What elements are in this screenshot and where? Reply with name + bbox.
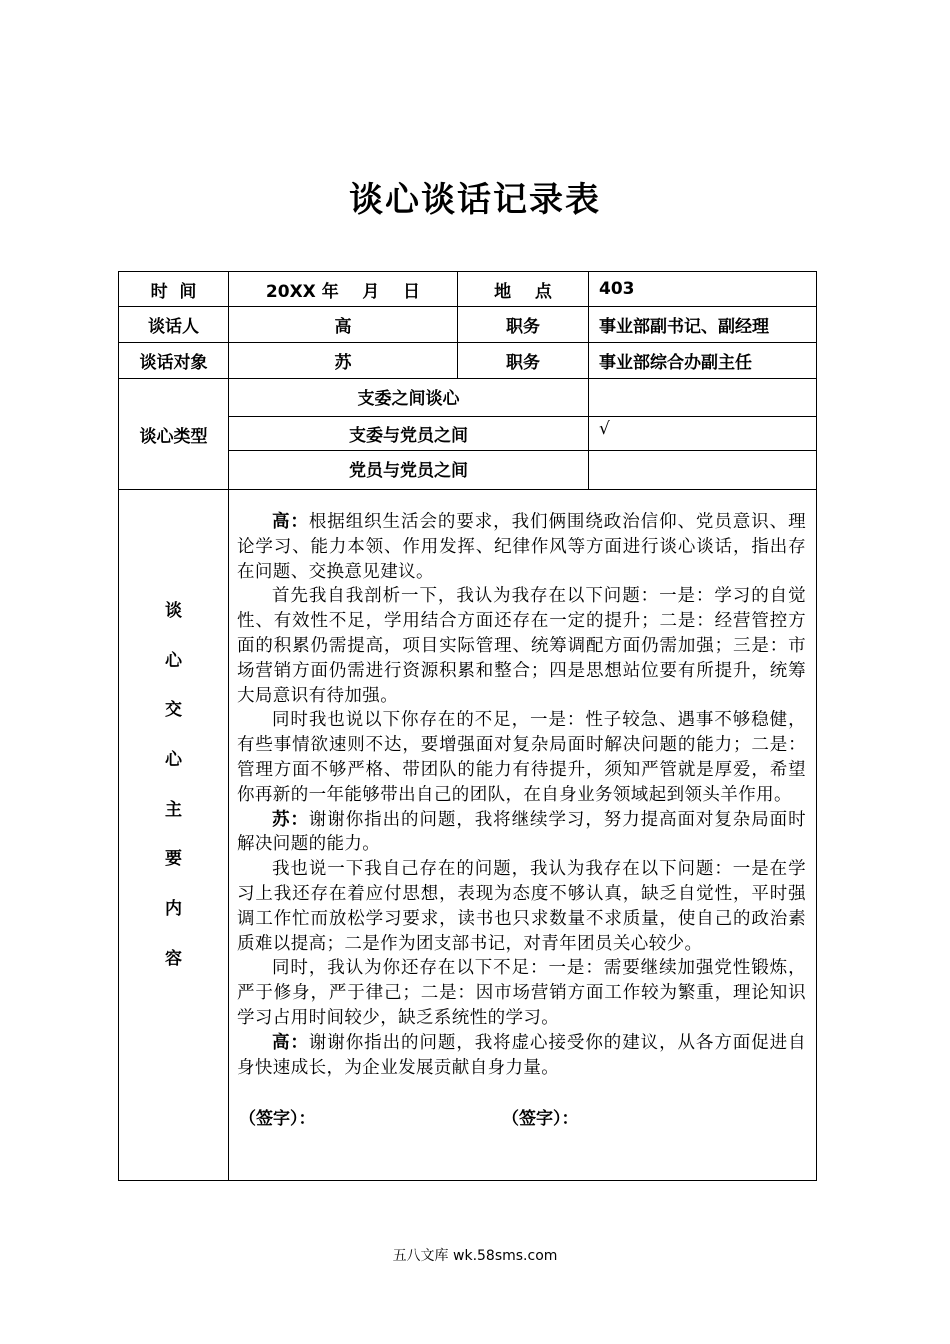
signature-left: （签字）： <box>239 1109 316 1130</box>
type-label: 谈心类型 <box>119 379 229 490</box>
type-mark-1 <box>589 379 817 417</box>
speaker-tag: 高： <box>272 512 309 532</box>
time-label: 时 间 <box>119 272 229 307</box>
target-post-label: 职务 <box>458 343 589 379</box>
content-paragraph <box>237 510 806 584</box>
speaker-post-label: 职务 <box>458 307 589 343</box>
content-label-char: 心 <box>165 650 182 671</box>
signature-right: （签字）： <box>502 1109 579 1130</box>
content-label-char: 心 <box>165 750 182 771</box>
paragraph-text: 谢谢你指出的问题，我将虚心接受你的建议，从各方面促进自身快速成长，为企业发展贡献自身力量。 <box>237 1032 806 1078</box>
signature-line <box>237 1104 806 1132</box>
speaker-label: 谈话人 <box>119 307 229 343</box>
target-label: 谈话对象 <box>119 343 229 379</box>
row-speaker <box>119 307 817 343</box>
type-mark-3 <box>589 451 817 490</box>
paragraph-text: 根据组织生活会的要求，我们俩围绕政治信仰、党员意识、理论学习、能力本领、作用发挥、纪律作风等方面进行谈心谈话，指出存在问题、交换意见建议。 <box>237 512 806 582</box>
type-option-1: 支委之间谈心 <box>229 379 589 417</box>
type-mark-2: √ <box>589 417 817 451</box>
speaker-post-value: 事业部副书记、副经理 <box>589 307 817 343</box>
content-label-char: 容 <box>165 948 182 969</box>
content-paragraph <box>237 1031 806 1081</box>
row-time-place <box>119 272 817 307</box>
type-option-2: 支委与党员之间 <box>229 417 589 451</box>
content-label-char: 谈 <box>165 601 182 621</box>
content-paragraph <box>237 956 806 1030</box>
type-row-1 <box>119 379 817 417</box>
content-row <box>119 490 817 1181</box>
page-title: 谈心谈话记录表 <box>349 180 601 220</box>
place-value: 403 <box>589 272 817 307</box>
speaker-value: 高 <box>229 307 458 343</box>
speaker-tag: 高： <box>272 1032 309 1053</box>
content-label-char: 内 <box>165 899 182 920</box>
content-label-char: 主 <box>165 799 182 820</box>
paragraph-text: 同时，我认为你还存在以下不足：一是：需要继续加强党性锻炼，严于修身，严于律己；二是：因市场营销方面工作较为繁重，理论知识学习占用时间较少，缺乏系统性的学习。 <box>237 958 806 1028</box>
paragraph-text: 首先我自我剖析一下，我认为我存在以下问题：一是：学习的自觉性、有效性不足，学用结合方面还存在一定的提升；二是：经营管控方面的积累仍需提高，项目实际管理、统筹调配方面仍需加强；三是：市场营销方面仍需进行资源积累和整合；四是思想站位要有所提升，统筹大局意识有待加强。 <box>237 586 806 706</box>
target-value: 苏 <box>229 343 458 379</box>
content-label-char: 要 <box>165 849 182 870</box>
content-label <box>119 490 229 1181</box>
content-paragraph <box>237 584 806 708</box>
footer-watermark: 五八文库 wk.58sms.com <box>392 1248 558 1264</box>
speaker-tag: 苏： <box>272 809 309 830</box>
paragraph-text: 谢谢你指出的问题，我将继续学习，努力提高面对复杂局面时解决问题的能力。 <box>237 809 806 855</box>
record-table <box>118 271 817 1181</box>
content-paragraph <box>237 857 806 956</box>
place-label: 地 点 <box>458 272 589 307</box>
content-label-char: 交 <box>165 700 182 721</box>
row-target <box>119 343 817 379</box>
paragraph-text: 同时我也说以下你存在的不足，一是：性子较急、遇事不够稳健，有些事情欲速则不达，要增强面对复杂局面时解决问题的能力；二是：管理方面不够严格、带团队的能力有待提升，须知严管就是厚爱，希望你再新的一年能够带出自己的团队，在自身业务领域起到领头羊作用。 <box>237 710 806 805</box>
type-option-3: 党员与党员之间 <box>229 451 589 490</box>
content-paragraph <box>237 708 806 807</box>
paragraph-text: 我也说一下我自己存在的问题，我认为我存在以下问题：一是在学习上我还存在着应付思想，表现为态度不够认真，缺乏自觉性，平时强调工作忙而放松学习要求，读书也只求数量不求质量，使自己的政治素质难以提高；二是作为团支部书记，对青年团员关心较少。 <box>237 859 806 954</box>
content-paragraph <box>237 808 806 858</box>
content-body <box>229 490 817 1181</box>
time-value: 20XX 年 月 日 <box>229 272 458 307</box>
target-post-value: 事业部综合办副主任 <box>589 343 817 379</box>
